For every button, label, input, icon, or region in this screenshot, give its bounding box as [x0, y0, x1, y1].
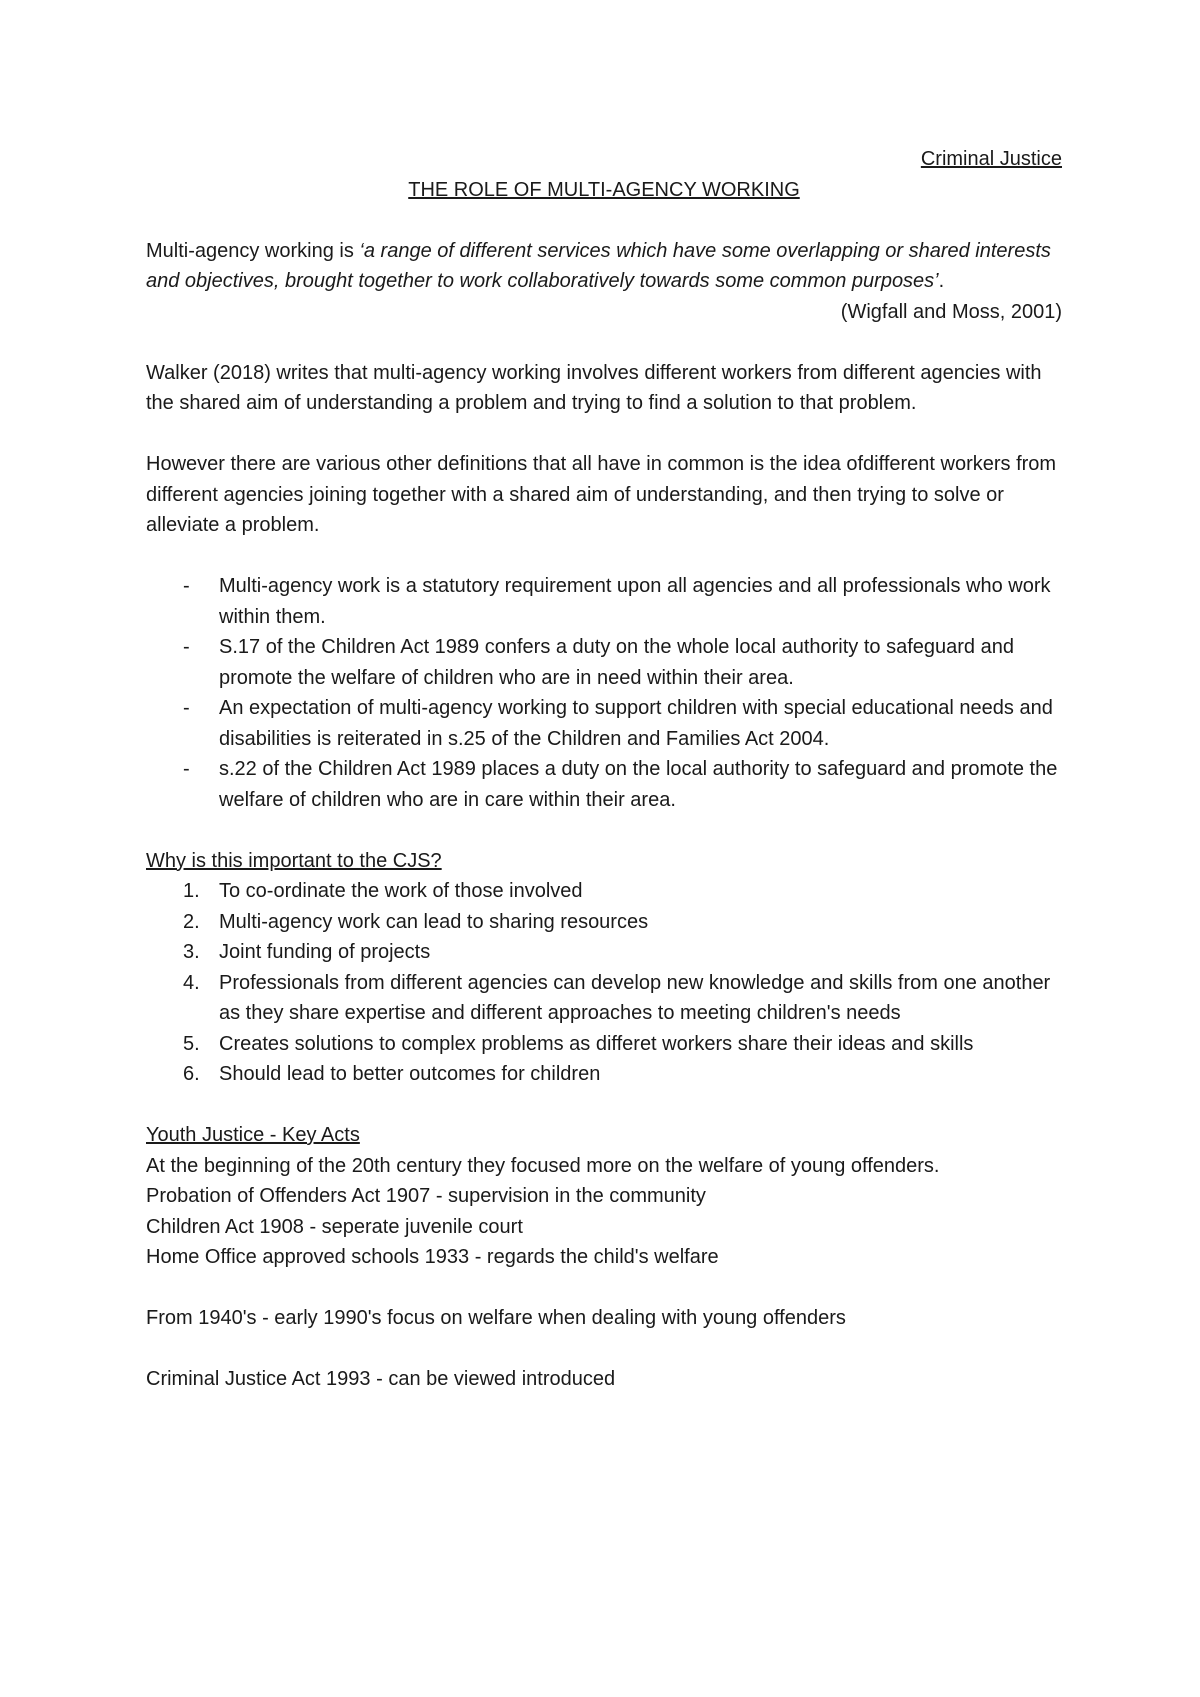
number-marker: 6.: [183, 1063, 200, 1085]
requirements-list: [146, 571, 1062, 815]
list-item: [146, 907, 1062, 938]
definition-paragraph: [146, 236, 1062, 297]
youth-justice-line: Probation of Offenders Act 1907 - supervision in the community: [146, 1185, 706, 1207]
definition-end: .: [938, 270, 945, 292]
definition-intro: Multi-agency working is: [146, 239, 360, 262]
importance-heading-text: Why is this important to the CJS?: [146, 849, 442, 872]
spacer: [146, 419, 1062, 450]
spacer: [146, 541, 1062, 572]
list-item-text: s.22 of the Children Act 1989 places a duty on the local authority to safeguard and promote the welfare of children who are in care within their area.: [219, 758, 1058, 811]
number-marker: 4.: [183, 971, 200, 994]
youth-justice-line: Children Act 1908 - seperate juvenile court: [146, 1215, 523, 1238]
however-paragraph: However there are various other definitions that all have in common is the idea ofdifferent workers from different agencies joining together with a shared aim of understanding, and then trying to solve or alleviate a problem.: [146, 453, 1057, 536]
subject-header: [146, 144, 1062, 175]
number-marker: 1.: [183, 880, 200, 902]
spacer: [146, 1273, 1062, 1304]
importance-heading: [146, 846, 1062, 877]
list-item: [146, 1059, 1062, 1090]
spacer: [146, 327, 1062, 358]
list-item-text: Multi-agency work is a statutory requirement upon all agencies and all professionals who work within them.: [219, 575, 1051, 628]
list-item-text: An expectation of multi-agency working to support children with special educational needs and disabilities is reiterated in s.25 of the Children and Families Act 2004.: [219, 697, 1053, 750]
list-item-text: S.17 of the Children Act 1989 confers a duty on the whole local authority to safeguard and promote the welfare of children who are in need within their area.: [219, 636, 1014, 689]
importance-list: [146, 876, 1062, 1090]
definition-quote: ‘a range of different services which have some overlapping or shared interests and objectives, brought together to work collaboratively towards some common purposes’: [146, 239, 1051, 292]
spacer: [146, 815, 1062, 846]
list-item-text: Professionals from different agencies can develop new knowledge and skills from one another as they share expertise and different approaches to meeting children's needs: [219, 971, 1051, 1024]
list-item-text: Multi-agency work can lead to sharing resources: [219, 910, 649, 933]
youth-justice-line: At the beginning of the 20th century they focused more on the welfare of young offenders.: [146, 1154, 940, 1177]
document-page: [146, 144, 1062, 1395]
list-item: [146, 693, 1062, 754]
dash-marker: -: [183, 636, 190, 658]
list-item-text: Creates solutions to complex problems as differet workers share their ideas and skills: [219, 1032, 974, 1055]
spacer: [146, 1334, 1062, 1365]
list-item: [146, 754, 1062, 815]
dash-marker: -: [183, 575, 190, 597]
spacer: [146, 205, 1062, 236]
list-item-text: To co-ordinate the work of those involved: [219, 880, 583, 902]
page-title: [146, 175, 1062, 206]
list-item: [146, 571, 1062, 632]
number-marker: 3.: [183, 941, 200, 963]
list-item: [146, 1029, 1062, 1060]
number-marker: 2.: [183, 910, 200, 933]
number-marker: 5.: [183, 1032, 200, 1055]
dash-marker: -: [183, 758, 190, 780]
list-item: [146, 968, 1062, 1029]
cja-1993-line: Criminal Justice Act 1993 - can be viewed introduced: [146, 1368, 616, 1390]
list-item: [146, 632, 1062, 693]
page-title-text: THE ROLE OF MULTI-AGENCY WORKING: [408, 178, 800, 201]
youth-justice-heading: [146, 1120, 1062, 1151]
list-item: [146, 876, 1062, 907]
list-item-text: Should lead to better outcomes for children: [219, 1063, 601, 1085]
youth-justice-heading-text: Youth Justice - Key Acts: [146, 1124, 360, 1146]
subject-label: Criminal Justice: [920, 148, 1062, 170]
spacer: [146, 1090, 1062, 1121]
walker-paragraph: Walker (2018) writes that multi-agency working involves different workers from different agencies with the shared aim of understanding a problem and trying to find a solution to that problem.: [146, 361, 1042, 414]
youth-justice-line: Home Office approved schools 1933 - regards the child's welfare: [146, 1246, 719, 1268]
list-item-text: Joint funding of projects: [219, 941, 431, 963]
dash-marker: -: [183, 697, 190, 719]
list-item: [146, 937, 1062, 968]
definition-citation: (Wigfall and Moss, 2001): [840, 300, 1062, 323]
welfare-period-line: From 1940's - early 1990's focus on welfare when dealing with young offenders: [146, 1307, 846, 1329]
